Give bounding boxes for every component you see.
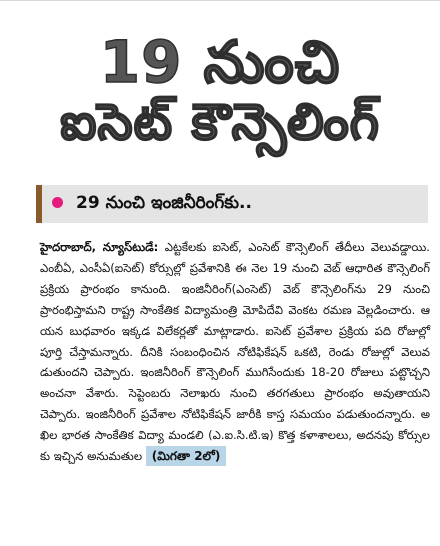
- bullet-dot-icon: [52, 197, 63, 208]
- subheadline-bar: [36, 185, 428, 223]
- headline-line-1: 19 నుంచి: [99, 28, 341, 96]
- article-text: ఎట్టకేలకు ఐసెట్, ఎంసెట్ కౌన్సెలింగ్ తేదీలు వెలువడ్డాయి. ఎంబీఏ, ఎంసీఏ(ఐసెట్) కోర్సుల్లో ప్రవేశానికి ఈ నెల 19 నుంచి వెబ్ ఆధారిత కౌన్సెలింగ్ ప్రక్రియ ప్రారంభం కానుంది. ఇంజినీరింగ్(ఎంసెట్) వెబ్ కౌన్సెలింగ్‌ను 29 నుంచి ప్రారంభిస్తామని రాష్ట్ర సాంకేతిక విద్యామంత్రి మోపిదేవి వెంకట రమణ వెల్లడించారు. ఆయన బుధవారం ఇక్కడ విలేకర్లతో మాట్లాడారు. ఐసెట్ ప్రవేశాల ప్రక్రియ పది రోజుల్లో పూర్తి చేస్తామన్నారు. దీనికి సంబంధించిన నోటిఫికేషన్ ఒకటి, రెండు రోజుల్లో వెలువడుతుందని చెప్పారు. ఇంజినీరింగ్ కౌన్సెలింగ్ ముగిసేందుకు 18-20 రోజులు పట్టొచ్చని అంచనా వేశారు. సెప్టెంబరు నెలాఖరు నుంచి తరగతులు ప్రారంభం అవుతాయని చెప్పారు. ఇంజినీరింగ్ ప్రవేశాల నోటిఫికేషన్ జారీకి కాస్త సమయం పడుతుందన్నారు. అఖిల భారత సాంకేతిక విద్యా మండలి (ఎ.ఐ.సి.టి.ఇ) కొత్త కళాశాలలు, అదనపు కోర్సులకు ఇచ్చిన అనుమతుల: [40, 240, 430, 464]
- headline-line-2: ఐసెట్ కౌన్సెలింగ్: [60, 93, 380, 151]
- dateline: హైదరాబాద్, న్యూస్‌టుడే:: [40, 240, 159, 254]
- subheadline: 29 నుంచి ఇంజినీరింగ్‌కు..: [76, 193, 252, 213]
- article-body: [40, 237, 430, 467]
- continued-on-page-tag: (మిగతా 2లో): [146, 446, 227, 466]
